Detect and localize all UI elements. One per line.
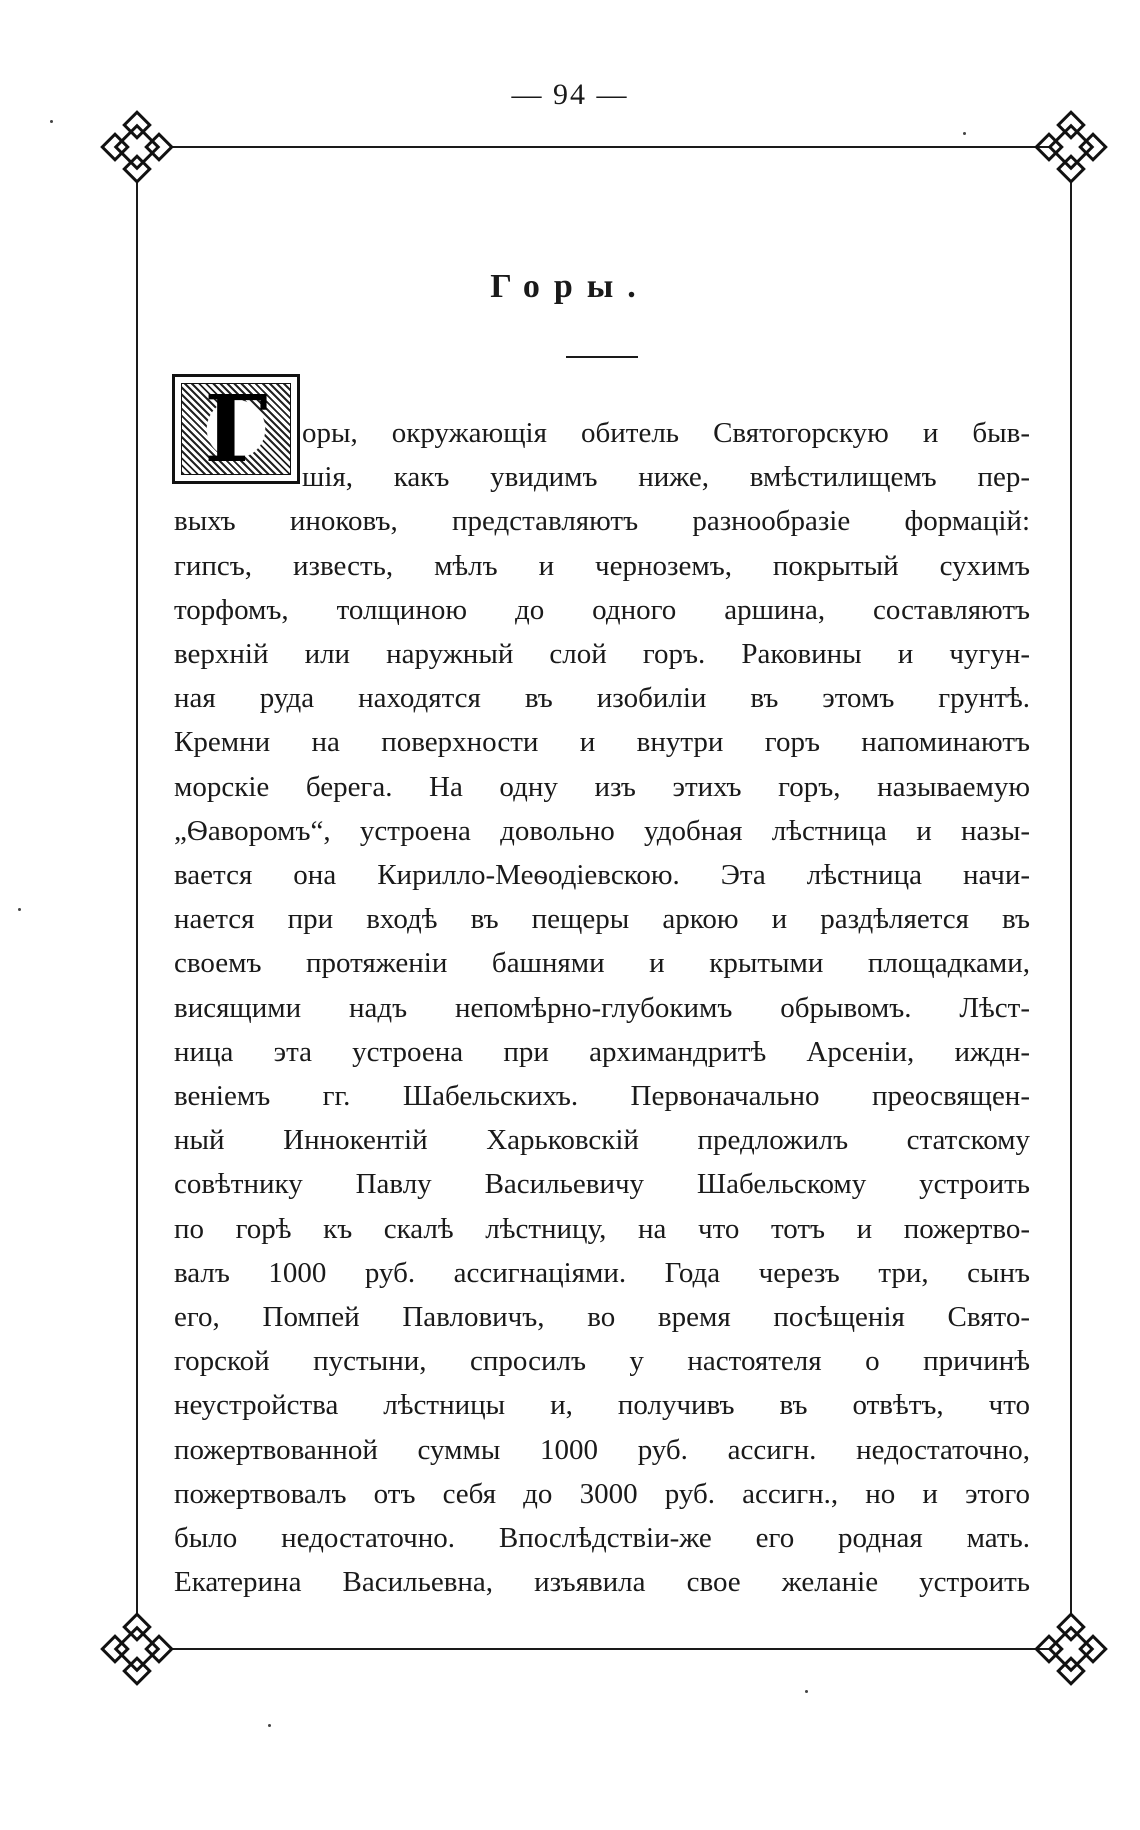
text-line: „Ѳаворомъ“, устроена довольно удобная лѣстница и назы-	[174, 814, 1030, 847]
text-line: верхній или наружный слой горъ. Раковины и чугун-	[174, 638, 1030, 670]
text-line: морскіе берега. На одну изъ этихъ горъ, называемую	[174, 770, 1030, 803]
text-line: совѣтнику Павлу Васильевичу Шабельскому устроить	[174, 1168, 1030, 1201]
text-line: своемъ протяженіи башнями и крытыми площадками,	[174, 947, 1030, 980]
text-line: пожертвованной суммы 1000 руб. ассигн. недостаточно,	[174, 1433, 1030, 1466]
text-line: торфомъ, толщиною до одного аршина, составляютъ	[174, 593, 1030, 626]
corner-knot-icon	[100, 110, 174, 184]
text-line: выхъ иноковъ, представляютъ разнообразіе формацій:	[174, 505, 1030, 538]
text-line: было недостаточно. Впослѣдствіи-же его родная мать.	[174, 1522, 1030, 1554]
text-line: гипсъ, известь, мѣлъ и черноземъ, покрытый сухимъ	[174, 549, 1030, 582]
text-line: оры, окружающія обитель Святогорскую и быв-	[302, 417, 1030, 449]
text-line: горской пустыни, спросилъ у настоятеля о причинѣ	[174, 1345, 1030, 1378]
text-line: Екатерина Васильевна, изъявила свое желаніе устроить	[174, 1566, 1030, 1599]
text-line: вается она Кирилло-Меѳодіевскою. Эта лѣстница начи-	[174, 859, 1030, 891]
print-speck	[805, 1690, 808, 1693]
text-line: висящими надъ непомѣрно-глубокимъ обрывомъ. Лѣст-	[174, 991, 1030, 1024]
text-line: веніемъ гг. Шабельскихъ. Первоначально преосвящен-	[174, 1080, 1030, 1112]
text-line: неустройства лѣстницы и, получивъ въ отвѣтъ, что	[174, 1389, 1030, 1422]
frame-right-rule	[1070, 180, 1072, 1616]
frame-left-rule	[136, 180, 138, 1616]
corner-knot-icon	[100, 1612, 174, 1686]
text-line: по горѣ къ скалѣ лѣстницу, на что тотъ и пожертво-	[174, 1212, 1030, 1245]
text-line: его, Помпей Павловичъ, во время посѣщенія Свято-	[174, 1301, 1030, 1333]
text-line: валъ 1000 руб. ассигнаціями. Года черезъ три, сынъ	[174, 1256, 1030, 1289]
ornamental-dropcap	[172, 374, 300, 484]
text-line: нается при входѣ въ пещеры аркою и раздѣляется въ	[174, 903, 1030, 936]
frame-bottom-rule	[170, 1648, 1050, 1650]
chapter-title: Горы.	[490, 268, 650, 305]
print-speck	[50, 120, 53, 123]
page-number: — 94 —	[511, 78, 629, 111]
title-divider	[566, 356, 638, 358]
text-line: ный Иннокентій Харьковскій предложилъ статскому	[174, 1124, 1030, 1157]
text-line: ница эта устроена при архимандритѣ Арсеніи, иждн-	[174, 1035, 1030, 1068]
text-line: пожертвовалъ отъ себя до 3000 руб. ассигн., но и этого	[174, 1477, 1030, 1510]
text-line: шія, какъ увидимъ ниже, вмѣстилищемъ пер-	[302, 461, 1030, 494]
text-line: ная руда находятся въ изобиліи въ этомъ грунтѣ.	[174, 682, 1030, 715]
corner-knot-icon	[1034, 1612, 1108, 1686]
corner-knot-icon	[1034, 110, 1108, 184]
print-speck	[18, 908, 21, 911]
dropcap-letter: Г	[175, 377, 297, 481]
print-speck	[268, 1724, 271, 1727]
frame-top-rule	[170, 146, 1050, 148]
print-speck	[963, 132, 966, 135]
text-line: Кремни на поверхности и внутри горъ напоминаютъ	[174, 726, 1030, 759]
